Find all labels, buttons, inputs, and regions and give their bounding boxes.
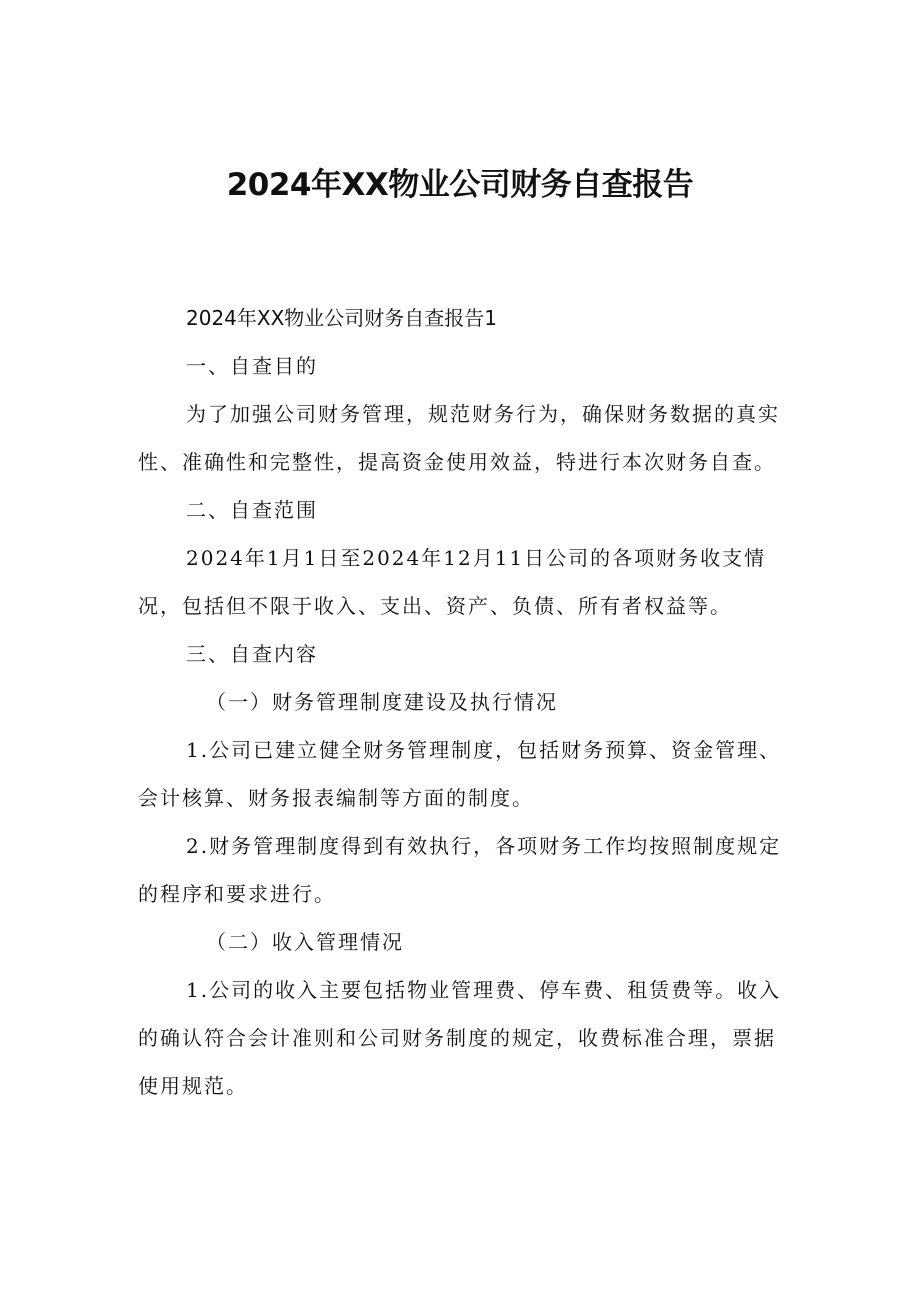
report-subtitle: 2024年XX物业公司财务自查报告1	[186, 306, 498, 330]
subsection-heading: （二）收入管理情况	[206, 930, 404, 954]
section-heading: 三、自查内容	[186, 642, 318, 666]
list-item: 2.财务管理制度得到有效执行，各项财务工作均按照制度规定的程序和要求进行。	[138, 834, 782, 906]
subsection-heading: （一）财务管理制度建设及执行情况	[206, 690, 558, 714]
document-title: 2024年XX物业公司财务自查报告	[226, 167, 694, 203]
section-heading: 二、自查范围	[186, 498, 318, 522]
paragraph: 2024年1月1日至2024年12月11日公司的各项财务收支情况，包括但不限于收入、支出、资产、负债、所有者权益等。	[138, 546, 767, 618]
list-item: 1.公司的收入主要包括物业管理费、停车费、租赁费等。收入的确认符合会计准则和公司财务制度的规定，收费标准合理，票据使用规范。	[138, 978, 782, 1098]
section-heading: 一、自查目的	[186, 354, 318, 378]
list-item: 1.公司已建立健全财务管理制度，包括财务预算、资金管理、会计核算、财务报表编制等方面的制度。	[138, 738, 782, 810]
document-body	[138, 294, 793, 1110]
paragraph: 为了加强公司财务管理，规范财务行为，确保财务数据的真实性、准确性和完整性，提高资金使用效益，特进行本次财务自查。	[138, 402, 780, 474]
